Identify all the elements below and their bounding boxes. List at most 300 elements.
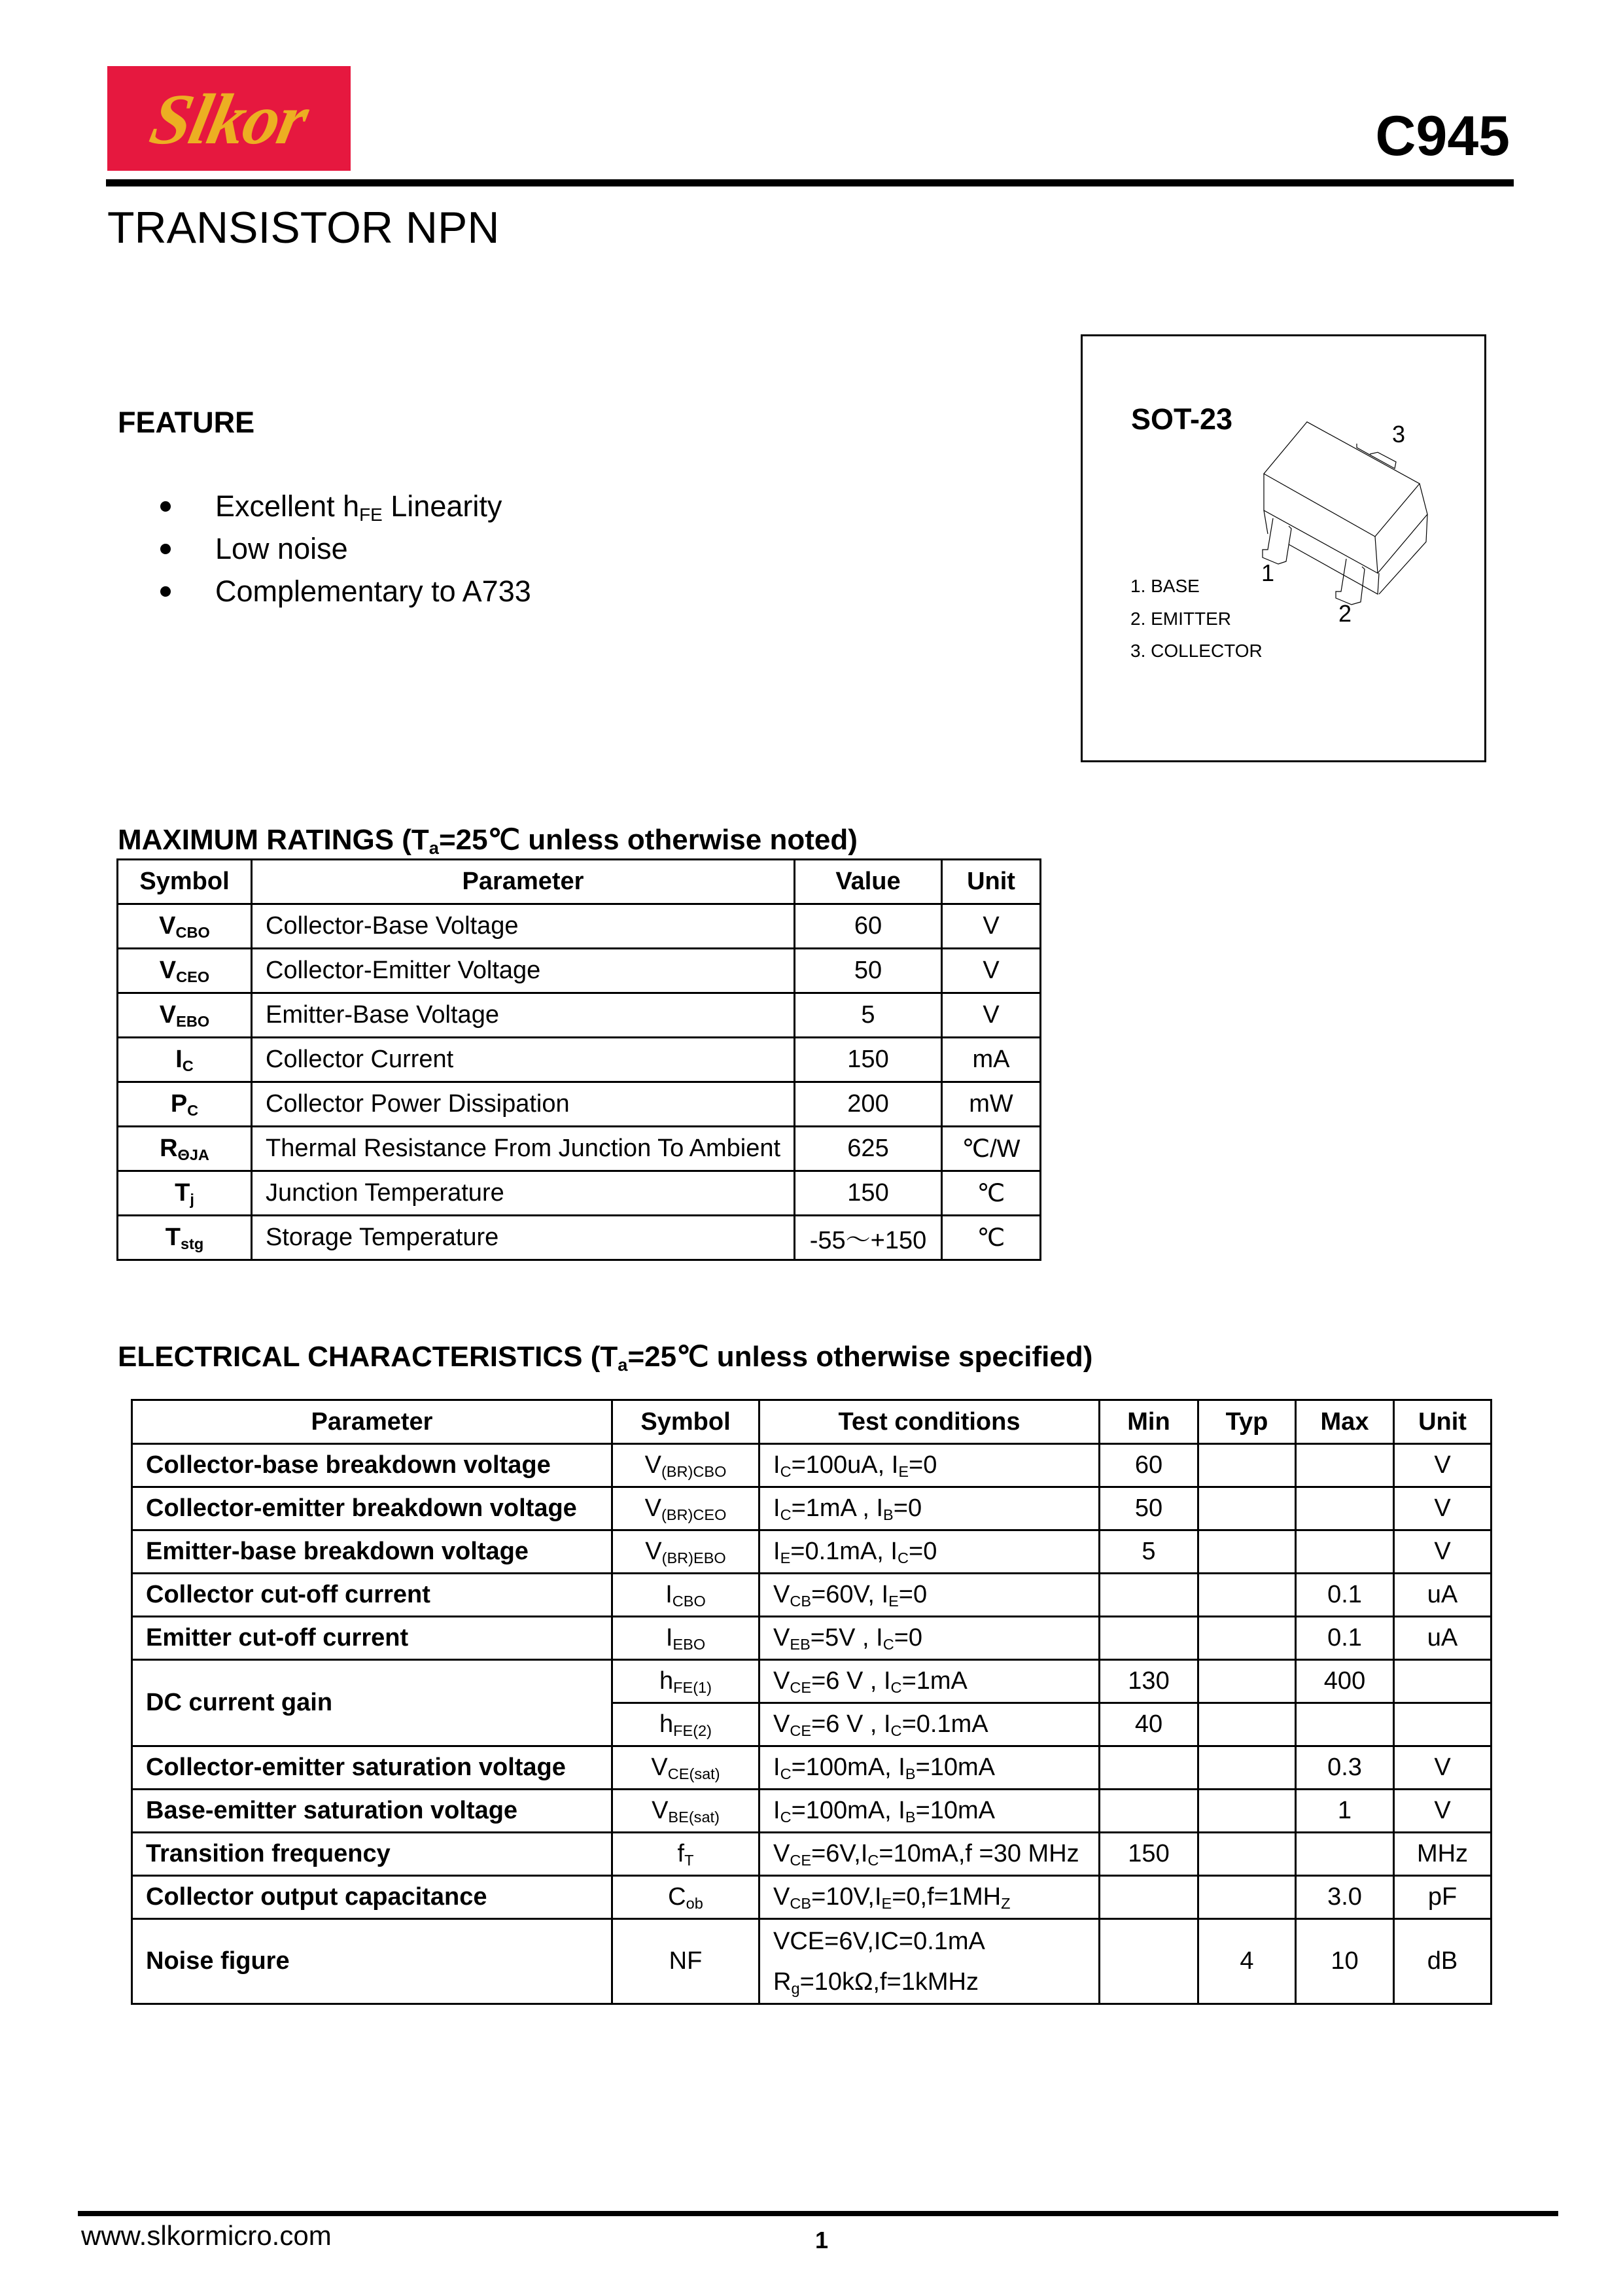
text-segment: I bbox=[773, 1494, 780, 1522]
text-segment: I bbox=[773, 1797, 780, 1824]
table-row bbox=[118, 1127, 1041, 1171]
text-segment: I bbox=[773, 1754, 780, 1781]
column-header: Test conditions bbox=[759, 1400, 1100, 1444]
unit-cell bbox=[1394, 1660, 1492, 1703]
text-segment: =10mA bbox=[915, 1754, 996, 1781]
parameter-cell: Noise figure bbox=[132, 1919, 612, 2004]
text-segment: R bbox=[773, 1968, 792, 1996]
header-divider bbox=[106, 179, 1514, 186]
symbol-cell bbox=[612, 1833, 759, 1876]
parameter-cell: Emitter-Base Voltage bbox=[252, 993, 795, 1038]
conditions-cell bbox=[759, 1660, 1100, 1703]
condition-line bbox=[773, 1451, 1085, 1479]
typ-cell bbox=[1198, 1833, 1296, 1876]
condition-line bbox=[773, 1581, 1085, 1609]
parameter-cell: Thermal Resistance From Junction To Ambient bbox=[252, 1127, 795, 1171]
max-cell bbox=[1296, 1833, 1394, 1876]
subscript: CE bbox=[790, 1851, 812, 1869]
pin-1-lead bbox=[1263, 518, 1291, 564]
footer-divider bbox=[78, 2211, 1558, 2216]
subscript: E bbox=[898, 1462, 909, 1480]
condition-line bbox=[773, 1710, 1085, 1739]
parameter-cell: Collector output capacitance bbox=[132, 1876, 612, 1919]
max-ratings-table bbox=[116, 858, 1041, 1261]
subscript: CBO bbox=[672, 1592, 706, 1610]
min-cell bbox=[1100, 1746, 1198, 1790]
text-segment: I bbox=[175, 1046, 183, 1073]
text-segment: V bbox=[644, 1494, 661, 1522]
unit-cell: V bbox=[942, 949, 1041, 993]
min-cell bbox=[1100, 1876, 1198, 1919]
text-segment: =10kΩ,f=1kMHz bbox=[799, 1968, 979, 1996]
symbol-cell bbox=[118, 1127, 252, 1171]
parameter-cell: Base-emitter saturation voltage bbox=[132, 1790, 612, 1833]
symbol-cell bbox=[118, 1082, 252, 1127]
value-cell: 5 bbox=[795, 993, 942, 1038]
page-number: 1 bbox=[815, 2227, 829, 2253]
text-segment: =6V,I bbox=[811, 1840, 868, 1867]
subscript: FE bbox=[359, 504, 383, 525]
typ-cell bbox=[1198, 1790, 1296, 1833]
pin-2-number: 2 bbox=[1338, 600, 1352, 627]
subscript: Z bbox=[1001, 1894, 1011, 1912]
symbol-cell bbox=[612, 1617, 759, 1660]
column-header: Value bbox=[795, 860, 942, 904]
subscript: CE(sat) bbox=[667, 1765, 720, 1782]
symbol-cell bbox=[612, 1444, 759, 1487]
table-row bbox=[132, 1790, 1492, 1833]
column-header: Typ bbox=[1198, 1400, 1296, 1444]
text-segment: Low noise bbox=[215, 532, 348, 565]
text-segment: h bbox=[659, 1710, 674, 1738]
parameter-cell: Junction Temperature bbox=[252, 1171, 795, 1216]
parameter-cell: Collector cut-off current bbox=[132, 1574, 612, 1617]
subscript: g bbox=[791, 1979, 800, 1997]
conditions-cell bbox=[759, 1444, 1100, 1487]
symbol-cell bbox=[612, 1919, 759, 2004]
unit-cell: ℃ bbox=[942, 1171, 1041, 1216]
text-segment: P bbox=[170, 1090, 188, 1118]
max-cell bbox=[1296, 1444, 1394, 1487]
symbol-cell bbox=[612, 1487, 759, 1530]
electrical-characteristics-table bbox=[131, 1399, 1492, 2005]
condition-line bbox=[773, 1754, 1085, 1782]
unit-cell: mW bbox=[942, 1082, 1041, 1127]
text-segment: V bbox=[159, 912, 176, 940]
table-row bbox=[132, 1746, 1492, 1790]
column-header: Unit bbox=[942, 860, 1041, 904]
symbol-cell bbox=[118, 904, 252, 949]
subscript: CE bbox=[790, 1678, 812, 1696]
symbol-cell bbox=[612, 1530, 759, 1574]
text-segment: =10mA,f =30 MHz bbox=[879, 1840, 1079, 1867]
unit-cell: dB bbox=[1394, 1919, 1492, 2004]
min-cell: 5 bbox=[1100, 1530, 1198, 1574]
value-cell: 150 bbox=[795, 1038, 942, 1082]
text-segment: I bbox=[773, 1451, 780, 1479]
column-header: Symbol bbox=[612, 1400, 759, 1444]
conditions-cell bbox=[759, 1790, 1100, 1833]
subscript: C bbox=[897, 1549, 909, 1566]
subscript: C bbox=[780, 1765, 792, 1782]
subscript: E bbox=[888, 1592, 899, 1610]
max-cell: 10 bbox=[1296, 1919, 1394, 2004]
parameter-cell: Collector-emitter breakdown voltage bbox=[132, 1487, 612, 1530]
column-header: Min bbox=[1100, 1400, 1198, 1444]
text-segment: =100uA, I bbox=[791, 1451, 899, 1479]
condition-line bbox=[773, 1840, 1085, 1868]
subscript: CB bbox=[790, 1592, 812, 1610]
text-segment: =25℃ unless otherwise specified) bbox=[627, 1341, 1093, 1373]
typ-cell bbox=[1198, 1530, 1296, 1574]
condition-line bbox=[773, 1667, 1085, 1695]
subscript: B bbox=[905, 1765, 916, 1782]
subscript: C bbox=[882, 1635, 894, 1653]
subscript: E bbox=[881, 1894, 892, 1912]
column-header: Parameter bbox=[252, 860, 795, 904]
text-segment: V bbox=[159, 1001, 177, 1029]
text-segment: I bbox=[665, 1581, 672, 1608]
table-row bbox=[118, 993, 1041, 1038]
condition-line bbox=[773, 1494, 1085, 1523]
subscript: C bbox=[780, 1808, 792, 1826]
text-segment: =100mA, I bbox=[791, 1754, 905, 1781]
typ-cell bbox=[1198, 1746, 1296, 1790]
typ-cell: 4 bbox=[1198, 1919, 1296, 2004]
unit-cell: V bbox=[1394, 1530, 1492, 1574]
text-segment: ELECTRICAL CHARACTERISTICS (T bbox=[118, 1341, 618, 1373]
min-cell bbox=[1100, 1574, 1198, 1617]
text-segment: V bbox=[773, 1840, 790, 1867]
symbol-cell bbox=[612, 1703, 759, 1746]
text-segment: Complementary to A733 bbox=[215, 574, 531, 608]
unit-cell: V bbox=[942, 904, 1041, 949]
parameter-cell: Collector-base breakdown voltage bbox=[132, 1444, 612, 1487]
pin-2-lead bbox=[1336, 559, 1365, 605]
pin-3-lead bbox=[1357, 444, 1396, 468]
text-segment: VCE=6V,IC=0.1mA bbox=[773, 1927, 985, 1955]
text-segment: f bbox=[677, 1840, 685, 1867]
text-segment: V bbox=[652, 1797, 669, 1824]
unit-cell: V bbox=[1394, 1746, 1492, 1790]
table-row bbox=[118, 949, 1041, 993]
pin-1-number: 1 bbox=[1261, 559, 1275, 586]
table-row bbox=[132, 1833, 1492, 1876]
text-segment: MAXIMUM RATINGS (T bbox=[118, 824, 429, 856]
subscript: stg bbox=[180, 1235, 204, 1252]
package-right-face bbox=[1378, 484, 1427, 573]
max-cell: 0.1 bbox=[1296, 1574, 1394, 1617]
subscript: C bbox=[780, 1462, 792, 1480]
min-cell: 150 bbox=[1100, 1833, 1198, 1876]
value-cell: 60 bbox=[795, 904, 942, 949]
min-cell: 60 bbox=[1100, 1444, 1198, 1487]
parameter-cell: Emitter-base breakdown voltage bbox=[132, 1530, 612, 1574]
value-cell: 625 bbox=[795, 1127, 942, 1171]
text-segment: I bbox=[773, 1538, 780, 1565]
subscript: CE bbox=[790, 1722, 812, 1739]
text-segment: V bbox=[644, 1451, 661, 1479]
subscript: B bbox=[905, 1808, 916, 1826]
package-lower-body bbox=[1264, 510, 1427, 594]
condition-line bbox=[773, 1538, 1085, 1566]
typ-cell bbox=[1198, 1617, 1296, 1660]
feature-item bbox=[160, 531, 348, 567]
company-logo bbox=[107, 66, 351, 171]
text-segment: Linearity bbox=[382, 489, 502, 523]
text-segment: T bbox=[175, 1179, 190, 1207]
unit-cell: V bbox=[942, 993, 1041, 1038]
max-cell: 1 bbox=[1296, 1790, 1394, 1833]
text-segment: NF bbox=[669, 1947, 703, 1975]
table-row bbox=[118, 1216, 1041, 1260]
feature-heading: FEATURE bbox=[118, 406, 255, 439]
pin-label-base: 1. BASE bbox=[1130, 576, 1200, 596]
symbol-cell bbox=[118, 1038, 252, 1082]
text-segment: V bbox=[773, 1710, 790, 1738]
min-cell bbox=[1100, 1919, 1198, 2004]
value-cell: 50 bbox=[795, 949, 942, 993]
subscript: EBO bbox=[176, 1012, 210, 1030]
symbol-cell bbox=[118, 1216, 252, 1260]
subscript: FE(2) bbox=[673, 1722, 712, 1739]
text-segment: I bbox=[665, 1624, 673, 1651]
subscript: a bbox=[428, 837, 439, 858]
package-name: SOT-23 bbox=[1131, 402, 1233, 436]
conditions-cell bbox=[759, 1876, 1100, 1919]
text-segment: =10V,I bbox=[811, 1883, 882, 1911]
max-cell bbox=[1296, 1487, 1394, 1530]
subscript: C bbox=[890, 1678, 902, 1696]
feature-item bbox=[160, 488, 502, 525]
condition-line bbox=[773, 1624, 1085, 1652]
column-header: Parameter bbox=[132, 1400, 612, 1444]
table-row bbox=[132, 1530, 1492, 1574]
subscript: C bbox=[780, 1506, 792, 1523]
text-segment: R bbox=[160, 1135, 178, 1162]
subscript: ob bbox=[686, 1894, 703, 1912]
min-cell: 50 bbox=[1100, 1487, 1198, 1530]
column-header: Max bbox=[1296, 1400, 1394, 1444]
conditions-cell bbox=[759, 1746, 1100, 1790]
table-row bbox=[118, 904, 1041, 949]
typ-cell bbox=[1198, 1703, 1296, 1746]
value-cell: 200 bbox=[795, 1082, 942, 1127]
conditions-cell bbox=[759, 1617, 1100, 1660]
unit-cell: ℃ bbox=[942, 1216, 1041, 1260]
text-segment: C bbox=[668, 1883, 686, 1911]
subscript: FE(1) bbox=[673, 1678, 712, 1696]
text-segment: =0 bbox=[909, 1538, 937, 1565]
symbol-cell bbox=[612, 1790, 759, 1833]
subscript: C bbox=[867, 1851, 879, 1869]
text-segment: =60V, I bbox=[811, 1581, 889, 1608]
symbol-cell bbox=[118, 993, 252, 1038]
subscript: (BR)CBO bbox=[661, 1462, 727, 1480]
parameter-cell: Transition frequency bbox=[132, 1833, 612, 1876]
max-cell: 0.1 bbox=[1296, 1617, 1394, 1660]
symbol-cell bbox=[612, 1876, 759, 1919]
text-segment: =1mA bbox=[901, 1667, 968, 1695]
website-link[interactable]: www.slkormicro.com bbox=[81, 2220, 332, 2251]
text-segment: =0 bbox=[909, 1451, 937, 1479]
subscript: EBO bbox=[672, 1635, 706, 1653]
symbol-cell bbox=[118, 949, 252, 993]
value-cell: 150 bbox=[795, 1171, 942, 1216]
text-segment: =25℃ unless otherwise noted) bbox=[438, 824, 858, 856]
value-cell: -55～+150 bbox=[795, 1216, 942, 1260]
text-segment: V bbox=[773, 1581, 790, 1608]
text-segment: Excellent h bbox=[215, 489, 360, 523]
text-segment: =1mA , I bbox=[791, 1494, 884, 1522]
table-row bbox=[132, 1617, 1492, 1660]
bullet-icon bbox=[160, 586, 171, 597]
symbol-cell bbox=[612, 1574, 759, 1617]
document-title: TRANSISTOR NPN bbox=[107, 203, 500, 253]
subscript: CBO bbox=[175, 923, 210, 941]
table-row bbox=[132, 1487, 1492, 1530]
text-segment: =0.1mA, I bbox=[790, 1538, 898, 1565]
subscript: (BR)CEO bbox=[661, 1506, 727, 1523]
conditions-cell bbox=[759, 1833, 1100, 1876]
parameter-cell: Emitter cut-off current bbox=[132, 1617, 612, 1660]
electrical-characteristics-title bbox=[118, 1340, 1092, 1373]
unit-cell: ℃/W bbox=[942, 1127, 1041, 1171]
text-segment: =0 bbox=[898, 1581, 928, 1608]
text-segment: h bbox=[659, 1667, 674, 1695]
subscript: B bbox=[883, 1506, 894, 1523]
column-header: Symbol bbox=[118, 860, 252, 904]
unit-cell: V bbox=[1394, 1487, 1492, 1530]
parameter-cell: Collector-Base Voltage bbox=[252, 904, 795, 949]
conditions-cell bbox=[759, 1530, 1100, 1574]
text-segment: V bbox=[773, 1624, 790, 1651]
parameter-cell: Collector-emitter saturation voltage bbox=[132, 1746, 612, 1790]
subscript: E bbox=[780, 1549, 791, 1566]
condition-line bbox=[773, 1962, 1085, 2002]
table-row bbox=[132, 1574, 1492, 1617]
text-segment: =0 bbox=[893, 1494, 922, 1522]
table-row bbox=[132, 1660, 1492, 1703]
subscript: BE(sat) bbox=[668, 1808, 720, 1826]
unit-cell: uA bbox=[1394, 1617, 1492, 1660]
bullet-icon bbox=[160, 501, 171, 512]
column-header: Unit bbox=[1394, 1400, 1492, 1444]
subscript: C bbox=[182, 1057, 194, 1074]
conditions-cell bbox=[759, 1919, 1100, 2004]
package-front-face bbox=[1264, 474, 1378, 573]
unit-cell: uA bbox=[1394, 1574, 1492, 1617]
text-segment: V bbox=[159, 957, 177, 984]
text-segment: V bbox=[773, 1883, 790, 1911]
pin-label-collector: 3. COLLECTOR bbox=[1130, 641, 1263, 661]
text-segment: =6 V , I bbox=[811, 1667, 891, 1695]
logo-text: Slkor bbox=[143, 79, 315, 159]
subscript: CB bbox=[790, 1894, 812, 1912]
parameter-cell: Collector Current bbox=[252, 1038, 795, 1082]
bullet-icon bbox=[160, 544, 171, 554]
unit-cell bbox=[1394, 1703, 1492, 1746]
min-cell: 40 bbox=[1100, 1703, 1198, 1746]
max-cell bbox=[1296, 1530, 1394, 1574]
max-cell: 0.3 bbox=[1296, 1746, 1394, 1790]
condition-line bbox=[773, 1921, 1085, 1962]
conditions-cell bbox=[759, 1574, 1100, 1617]
unit-cell: MHz bbox=[1394, 1833, 1492, 1876]
text-segment: V bbox=[773, 1667, 790, 1695]
text-segment: T bbox=[165, 1224, 181, 1251]
text-segment: =100mA, I bbox=[791, 1797, 905, 1824]
table-row bbox=[118, 1082, 1041, 1127]
symbol-cell bbox=[612, 1746, 759, 1790]
table-row bbox=[132, 1876, 1492, 1919]
min-cell: 130 bbox=[1100, 1660, 1198, 1703]
feature-item bbox=[160, 573, 531, 610]
table-row bbox=[132, 1919, 1492, 2004]
min-cell bbox=[1100, 1790, 1198, 1833]
subscript: CEO bbox=[176, 968, 210, 985]
typ-cell bbox=[1198, 1660, 1296, 1703]
pin-3-number: 3 bbox=[1392, 421, 1406, 448]
text-segment: =0.1mA bbox=[901, 1710, 988, 1738]
subscript: C bbox=[890, 1722, 902, 1739]
unit-cell: V bbox=[1394, 1444, 1492, 1487]
part-number: C945 bbox=[1375, 105, 1510, 168]
text-segment: =0 bbox=[894, 1624, 923, 1651]
max-cell: 400 bbox=[1296, 1660, 1394, 1703]
condition-line bbox=[773, 1883, 1085, 1911]
parameter-cell: Storage Temperature bbox=[252, 1216, 795, 1260]
subscript: EB bbox=[790, 1635, 811, 1653]
typ-cell bbox=[1198, 1876, 1296, 1919]
symbol-cell bbox=[118, 1171, 252, 1216]
table-row bbox=[132, 1444, 1492, 1487]
min-cell bbox=[1100, 1617, 1198, 1660]
subscript: j bbox=[190, 1190, 194, 1208]
subscript: ΘJA bbox=[177, 1146, 209, 1163]
text-segment: =6 V , I bbox=[811, 1710, 891, 1738]
symbol-cell bbox=[612, 1660, 759, 1703]
conditions-cell bbox=[759, 1487, 1100, 1530]
text-segment: =10mA bbox=[915, 1797, 996, 1824]
text-segment: V bbox=[651, 1754, 668, 1781]
unit-cell: V bbox=[1394, 1790, 1492, 1833]
typ-cell bbox=[1198, 1444, 1296, 1487]
subscript: (BR)EBO bbox=[661, 1549, 726, 1566]
max-cell: 3.0 bbox=[1296, 1876, 1394, 1919]
subscript: a bbox=[618, 1354, 628, 1375]
max-ratings-title bbox=[118, 823, 858, 857]
conditions-cell bbox=[759, 1703, 1100, 1746]
subscript: T bbox=[684, 1851, 694, 1869]
text-segment: =0,f=1MH bbox=[892, 1883, 1002, 1911]
text-segment: V bbox=[645, 1538, 662, 1565]
max-cell bbox=[1296, 1703, 1394, 1746]
table-row bbox=[118, 1171, 1041, 1216]
condition-line bbox=[773, 1797, 1085, 1825]
unit-cell: mA bbox=[942, 1038, 1041, 1082]
typ-cell bbox=[1198, 1574, 1296, 1617]
unit-cell: pF bbox=[1394, 1876, 1492, 1919]
text-segment: =5V , I bbox=[810, 1624, 883, 1651]
parameter-cell: DC current gain bbox=[132, 1660, 612, 1746]
pin-label-emitter: 2. EMITTER bbox=[1130, 609, 1232, 629]
parameter-cell: Collector-Emitter Voltage bbox=[252, 949, 795, 993]
subscript: C bbox=[187, 1101, 199, 1119]
typ-cell bbox=[1198, 1487, 1296, 1530]
table-row bbox=[118, 1038, 1041, 1082]
parameter-cell: Collector Power Dissipation bbox=[252, 1082, 795, 1127]
